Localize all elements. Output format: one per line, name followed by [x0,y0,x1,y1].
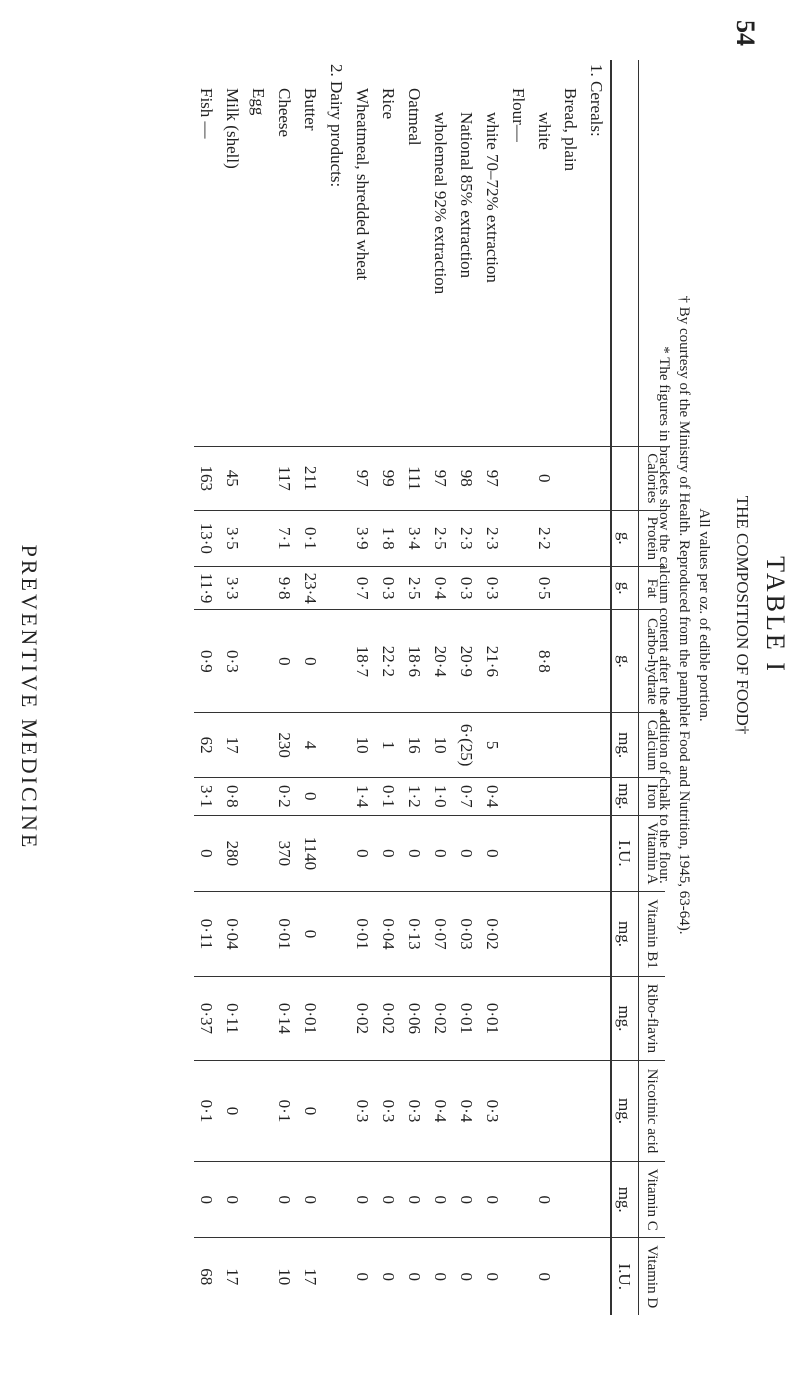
unit-cell [611,60,639,447]
value-cell: 3·9 [350,510,376,566]
unit-cell: g. [611,567,639,610]
value-cell [584,567,611,610]
table-row [584,60,611,1315]
value-cell: 0 [480,1238,506,1315]
value-cell: 0 [298,777,324,815]
value-cell [532,713,558,778]
unit-cell [611,447,639,511]
value-cell [558,447,584,511]
value-cell: 0·8 [220,777,246,815]
value-cell [558,510,584,566]
value-cell: 20·9 [454,610,480,713]
value-cell: 97 [350,447,376,511]
value-cell: 4 [298,713,324,778]
value-cell: 0·02 [350,976,376,1060]
food-name: National 85% extraction [457,112,476,279]
value-cell: 230 [272,713,298,778]
column-header: Calories [639,447,666,511]
food-name: 2. Dairy products: [327,64,346,188]
table-row [272,60,298,1315]
value-cell: 0 [402,815,428,892]
value-cell [558,1061,584,1162]
value-cell: 10 [428,713,454,778]
value-cell: 0 [298,892,324,977]
value-cell [506,610,532,713]
value-cell: 0 [194,815,220,892]
value-cell [324,447,350,511]
column-header: Iron [639,777,666,815]
value-cell: 0·4 [428,1061,454,1162]
value-cell: 0·01 [350,892,376,977]
value-cell: 211 [298,447,324,511]
value-cell: 0 [194,1161,220,1238]
unit-cell: g. [611,610,639,713]
value-cell: 0·9 [194,610,220,713]
value-cell: 0·04 [376,892,402,977]
value-cell: 0 [376,815,402,892]
column-header: Ribo-flavin [639,976,666,1060]
value-cell [324,713,350,778]
value-cell [246,1161,272,1238]
value-cell: 23·4 [298,567,324,610]
unit-cell: mg. [611,777,639,815]
value-cell: 0·4 [428,567,454,610]
value-cell: 0·3 [350,1061,376,1162]
value-cell: 0·11 [220,976,246,1060]
value-cell: 111 [402,447,428,511]
food-column-header [639,60,666,447]
table-row [558,60,584,1315]
unit-cell: mg. [611,1161,639,1238]
table-row [246,60,272,1315]
value-cell [324,1238,350,1315]
value-cell: 6·(25) [454,713,480,778]
value-cell [506,1161,532,1238]
value-cell: 163 [194,447,220,511]
value-cell [532,1061,558,1162]
value-cell [532,976,558,1060]
value-cell: 280 [220,815,246,892]
value-cell: 117 [272,447,298,511]
table-header-row [639,60,666,1315]
value-cell: 0 [532,1161,558,1238]
value-cell: 0 [350,1238,376,1315]
table-row [376,60,402,1315]
table-row [454,60,480,1315]
value-cell [246,777,272,815]
value-cell [558,713,584,778]
value-cell [584,713,611,778]
value-cell [532,777,558,815]
value-cell: 22·2 [376,610,402,713]
value-cell: 97 [480,447,506,511]
value-cell: 0·01 [480,976,506,1060]
value-cell [246,892,272,977]
value-cell: 1·8 [376,510,402,566]
food-name: Flour— [509,88,528,142]
value-cell [324,610,350,713]
value-cell [532,892,558,977]
value-cell: 0·11 [194,892,220,977]
value-cell [558,815,584,892]
column-header: Fat [639,567,666,610]
value-cell [506,1061,532,1162]
value-cell: 2·3 [454,510,480,566]
value-cell: 0·07 [428,892,454,977]
footnote-line: All values per oz. of edible portion. [696,508,712,722]
food-name: Oatmeal [405,88,424,146]
value-cell [324,567,350,610]
value-cell: 1·0 [428,777,454,815]
value-cell: 17 [298,1238,324,1315]
footnote-line: * The figures in brackets show the calcium content after the addition of chalk to the flour. [656,346,672,884]
value-cell [558,567,584,610]
value-cell: 9·8 [272,567,298,610]
column-header: Vitamin D [639,1238,666,1315]
value-cell: 0·02 [376,976,402,1060]
value-cell [324,976,350,1060]
value-cell: 0·37 [194,976,220,1060]
value-cell: 0 [298,1161,324,1238]
value-cell [584,510,611,566]
food-name: Fish — [197,88,216,139]
value-cell: 0·3 [402,1061,428,1162]
value-cell: 0 [532,447,558,511]
food-name: Wheatmeal, shredded wheat [353,88,372,281]
value-cell: 45 [220,447,246,511]
value-cell [506,567,532,610]
value-cell [246,1061,272,1162]
value-cell [584,815,611,892]
value-cell: 97 [428,447,454,511]
value-cell: 0 [454,1161,480,1238]
value-cell [246,510,272,566]
value-cell [324,510,350,566]
value-cell: 0 [428,815,454,892]
value-cell: 0·02 [428,976,454,1060]
value-cell: 8·8 [532,610,558,713]
value-cell [246,1238,272,1315]
value-cell: 11·9 [194,567,220,610]
value-cell: 2·2 [532,510,558,566]
value-cell: 21·6 [480,610,506,713]
value-cell: 0·2 [272,777,298,815]
composition-table [194,60,665,1315]
unit-cell: I.U. [611,815,639,892]
food-name: white 70–72% extraction [483,112,502,283]
value-cell: 1140 [298,815,324,892]
value-cell: 99 [376,447,402,511]
value-cell: 5 [480,713,506,778]
unit-cell: mg. [611,1061,639,1162]
value-cell [246,610,272,713]
value-cell: 0·3 [480,1061,506,1162]
value-cell: 0·13 [402,892,428,977]
value-cell: 0 [298,610,324,713]
food-name: Milk (shell) [223,88,242,169]
value-cell: 0 [532,1238,558,1315]
value-cell [558,892,584,977]
value-cell [584,610,611,713]
value-cell: 0 [220,1161,246,1238]
value-cell: 0 [298,1061,324,1162]
value-cell: 0 [428,1161,454,1238]
value-cell: 0·1 [376,777,402,815]
value-cell: 0 [480,815,506,892]
value-cell [506,892,532,977]
value-cell [324,815,350,892]
value-cell: 68 [194,1238,220,1315]
value-cell: 1·2 [402,777,428,815]
value-cell: 0·3 [480,567,506,610]
table-row [480,60,506,1315]
table-row [506,60,532,1315]
value-cell: 0 [402,1161,428,1238]
value-cell: 0 [220,1061,246,1162]
food-name: white [535,112,554,150]
value-cell: 0·01 [298,976,324,1060]
value-cell: 2·5 [402,567,428,610]
value-cell: 0 [428,1238,454,1315]
value-cell: 0 [376,1238,402,1315]
value-cell [584,1061,611,1162]
food-name: Butter [301,88,320,131]
column-header: Vitamin A [639,815,666,892]
table-subtitle: THE COMPOSITION OF FOOD† [733,495,752,735]
value-cell [324,1061,350,1162]
value-cell: 3·4 [402,510,428,566]
value-cell: 1 [376,713,402,778]
value-cell [584,892,611,977]
table-row [428,60,454,1315]
unit-cell: mg. [611,713,639,778]
table-row [402,60,428,1315]
column-header: Vitamin B1 [639,892,666,977]
value-cell: 10 [350,713,376,778]
table-row [532,60,558,1315]
table-body [194,60,611,1315]
value-cell: 98 [454,447,480,511]
page-number: 54 [731,20,760,46]
table-units-row [611,60,639,1315]
value-cell: 0 [480,1161,506,1238]
value-cell [246,713,272,778]
value-cell [584,976,611,1060]
value-cell [558,976,584,1060]
value-cell: 7·1 [272,510,298,566]
value-cell [506,713,532,778]
table-row [194,60,220,1315]
table-title: TABLE I [761,556,790,674]
food-name: 1. Cereals: [587,64,606,137]
value-cell [506,976,532,1060]
food-name: Bread, plain [561,88,580,172]
value-cell: 18·6 [402,610,428,713]
value-cell [506,1238,532,1315]
value-cell: 18·7 [350,610,376,713]
value-cell: 16 [402,713,428,778]
value-cell: 0·03 [454,892,480,977]
value-cell: 3·1 [194,777,220,815]
value-cell [246,567,272,610]
value-cell: 0 [376,1161,402,1238]
column-header: Carbo-hydrate [639,610,666,713]
value-cell: 0·04 [220,892,246,977]
value-cell [246,447,272,511]
value-cell: 0·06 [402,976,428,1060]
value-cell [558,1238,584,1315]
value-cell [506,777,532,815]
value-cell: 0 [454,1238,480,1315]
food-name: Egg [249,88,268,116]
value-cell: 0 [350,815,376,892]
food-name: wholemeal 92% extraction [431,112,450,295]
value-cell: 0·4 [454,1061,480,1162]
value-cell [558,610,584,713]
unit-cell: mg. [611,892,639,977]
column-header: Nicotinic acid [639,1061,666,1162]
column-header: Calcium [639,713,666,778]
value-cell: 0·1 [194,1061,220,1162]
value-cell [584,1238,611,1315]
value-cell: 17 [220,1238,246,1315]
value-cell [246,815,272,892]
unit-cell: mg. [611,976,639,1060]
value-cell: 10 [272,1238,298,1315]
unit-cell: g. [611,510,639,566]
value-cell [558,777,584,815]
value-cell: 0·02 [480,892,506,977]
value-cell: 0·3 [454,567,480,610]
value-cell: 0·3 [376,567,402,610]
value-cell: 0·1 [298,510,324,566]
food-name: Rice [379,88,398,120]
value-cell: 17 [220,713,246,778]
value-cell: 0·14 [272,976,298,1060]
value-cell [324,777,350,815]
food-name: Cheese [275,88,294,138]
value-cell [584,777,611,815]
value-cell [506,510,532,566]
value-cell: 3·5 [220,510,246,566]
value-cell: 0 [272,610,298,713]
value-cell: 0 [402,1238,428,1315]
table-row [350,60,376,1315]
value-cell: 3·3 [220,567,246,610]
value-cell: 13·0 [194,510,220,566]
value-cell [324,1161,350,1238]
value-cell [584,447,611,511]
value-cell [532,815,558,892]
value-cell: 0·01 [272,892,298,977]
value-cell [584,1161,611,1238]
value-cell: 20·4 [428,610,454,713]
table-row [220,60,246,1315]
column-header: Vitamin C [639,1161,666,1238]
running-head: PREVENTIVE MEDICINE [17,544,42,851]
table-row [298,60,324,1315]
value-cell: 1·4 [350,777,376,815]
value-cell: 62 [194,713,220,778]
value-cell: 0·7 [454,777,480,815]
value-cell: 0·7 [350,567,376,610]
value-cell: 0·3 [220,610,246,713]
footnote-line: † By courtesy of the Ministry of Health. Reproduced from the pamphlet Food and Nutrition, 1945, 63-64). [676,295,692,935]
value-cell [506,447,532,511]
value-cell [506,815,532,892]
value-cell [558,1161,584,1238]
value-cell: 0·4 [480,777,506,815]
value-cell [324,892,350,977]
value-cell: 0·1 [272,1061,298,1162]
value-cell: 0·5 [532,567,558,610]
value-cell: 0·3 [376,1061,402,1162]
unit-cell: I.U. [611,1238,639,1315]
value-cell: 0 [454,815,480,892]
value-cell: 0 [350,1161,376,1238]
value-cell: 2·5 [428,510,454,566]
value-cell: 0 [272,1161,298,1238]
value-cell: 370 [272,815,298,892]
column-header: Protein [639,510,666,566]
value-cell: 0·01 [454,976,480,1060]
value-cell: 2·3 [480,510,506,566]
value-cell [246,976,272,1060]
table-row [324,60,350,1315]
